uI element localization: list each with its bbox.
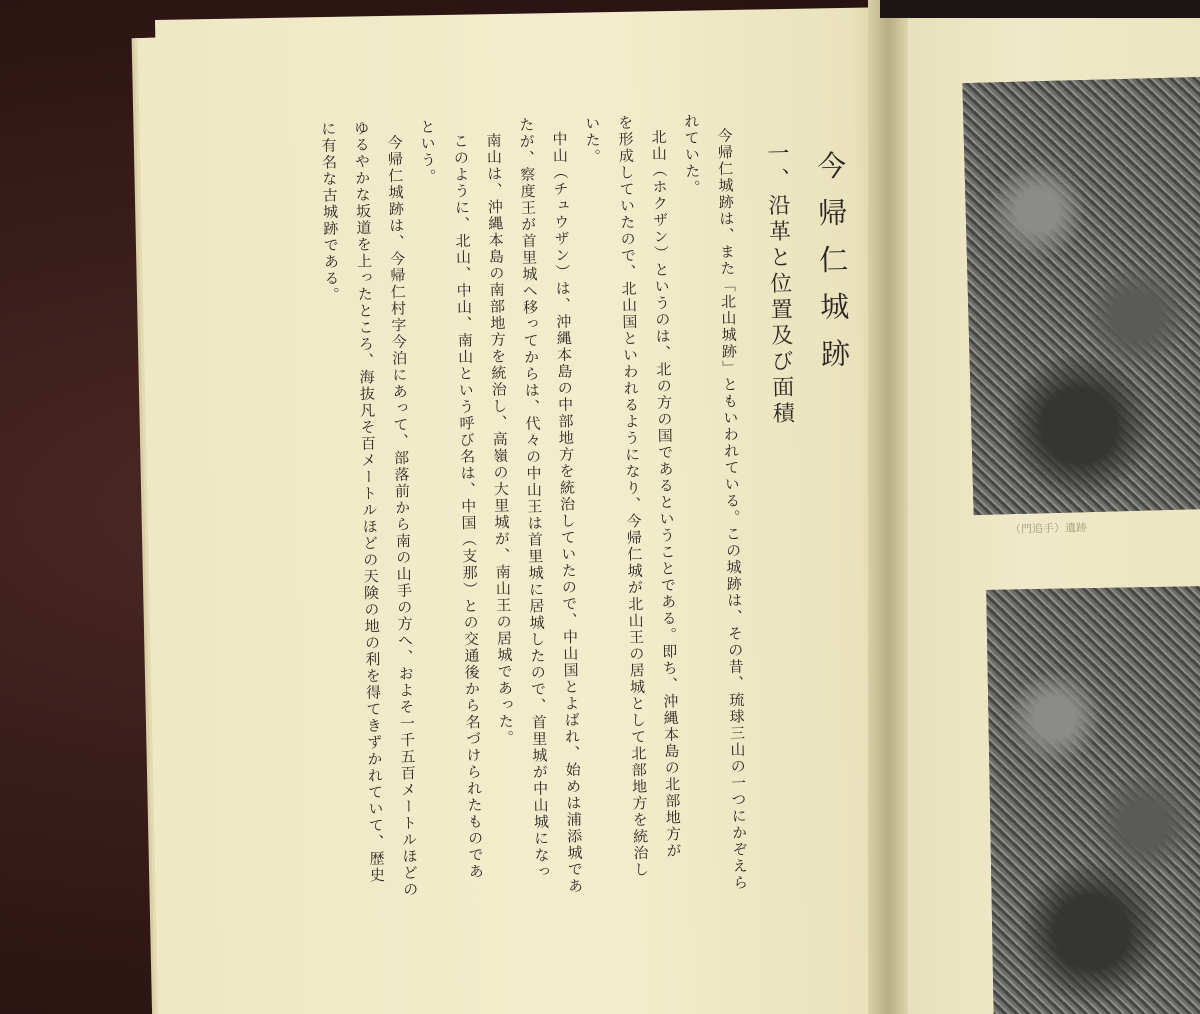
text-line: に有名な古城跡である。 — [319, 120, 341, 304]
text-line: たが、察度王が首里城へ移ってからは、代々の中山王は首里城に居城したので、首里城が中山城になっ — [517, 116, 552, 881]
text-line: という。 — [418, 118, 438, 186]
book-cover-edge — [880, 0, 1200, 18]
text-line: 今帰仁城跡は、また「北山城跡」ともいわれている。この城跡は、その昔、琉球三山の一つにかぞえら — [715, 127, 750, 892]
vertical-text-body — [250, 110, 869, 1014]
text-line: 今帰仁城跡は、今帰仁村字今泊にあって、部落前から南の山手の方へ、およそ一千五百メートルほどの — [385, 134, 420, 899]
page-title: 今帰仁城跡 — [812, 150, 852, 386]
text-line: ゆるやかな坂道を上ったところ、海抜凡そ百メートルほどの天険の地の利を得てきずかれていて、歴史 — [352, 120, 387, 884]
photo-caption: （門追手）遺跡 — [1009, 520, 1088, 537]
book-gutter — [868, 0, 908, 1014]
text-line: を形成していたので、北山国といわれるようになり、今帰仁城が北山王の居城として北部地方を統治し — [616, 114, 651, 879]
text-line: 北山（ホクザン）というのは、北の方の国であるということである。即ち、沖縄本島の北部地方が — [649, 128, 683, 860]
text-line: このように、北山、中山、南山という呼び名は、中国（支那）との交通後から名づけられたものであ — [451, 132, 486, 881]
text-line: 南山は、沖縄本島の南部地方を統治し、高嶺の大里城が、南山王の居城であった。 — [484, 132, 516, 747]
text-line: いた。 — [583, 115, 603, 166]
castle-photo-bottom — [986, 586, 1200, 1014]
section-heading: 一、沿革と位置及び面積 — [763, 141, 795, 428]
text-line: 中山（チュウザン）は、沖縄本島の中部地方を統治していたので、中山国とよばれ、始めは浦添城であ — [550, 130, 585, 895]
castle-photo-top — [962, 77, 1200, 515]
text-line: れていた。 — [682, 113, 702, 197]
